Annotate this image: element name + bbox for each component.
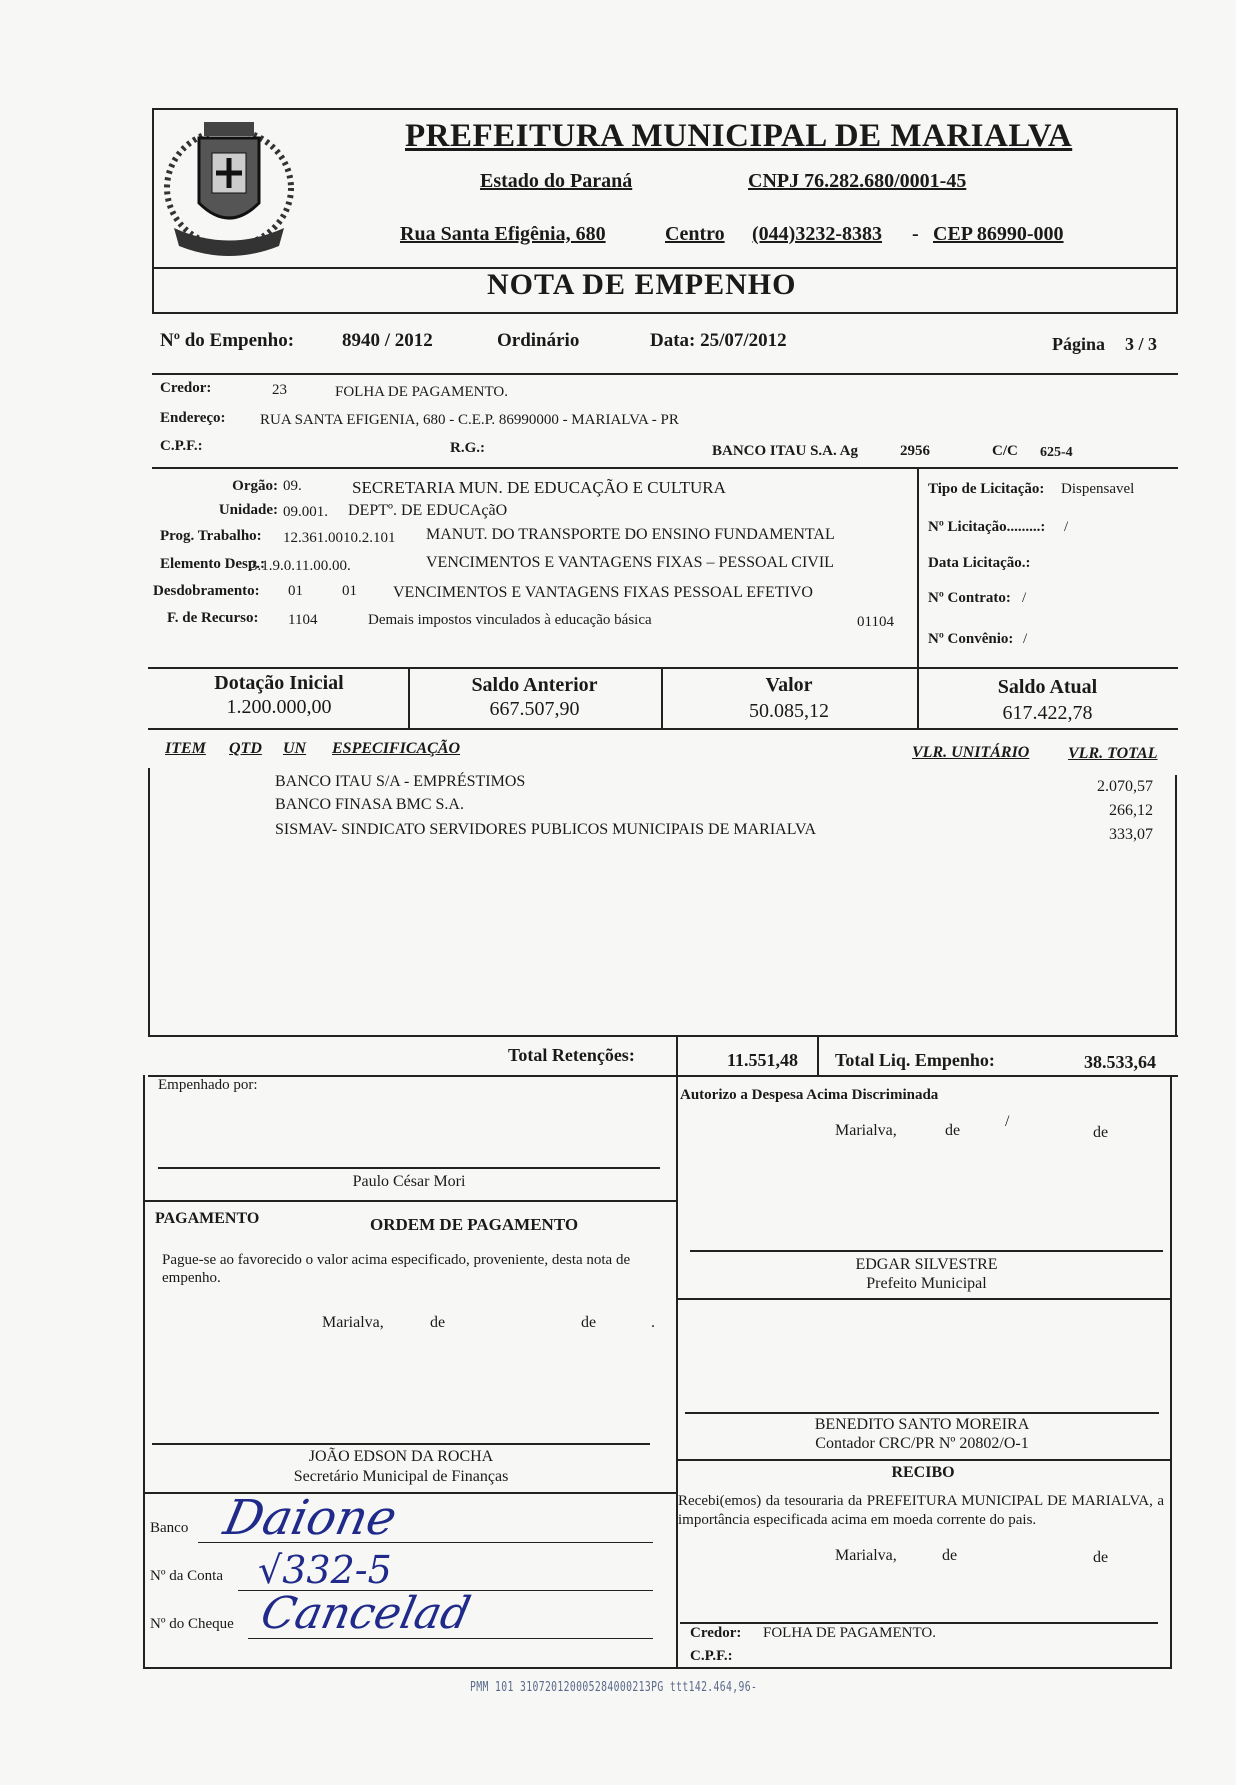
recurso-code: 1104: [288, 612, 318, 628]
banco-handwritten: Daione: [219, 1490, 402, 1546]
col-especificacao: ESPECIFICAÇÃO: [332, 740, 461, 757]
list-item: [275, 821, 816, 839]
pague-se-text: Pague-se ao favorecido o valor acima especificado, proveniente, desta nota de empenho.: [162, 1252, 631, 1286]
address-street: Rua Santa Efigênia, 680: [400, 223, 606, 245]
item-spec: BANCO FINASA BMC S.A.: [275, 796, 464, 813]
prefeito-signature-line: [690, 1250, 1163, 1252]
recibo-de-2: de: [1093, 1549, 1109, 1566]
recurso-name: Demais impostos vinculados à educação básica: [368, 612, 652, 628]
address-district: Centro: [665, 223, 725, 245]
item-spec: BANCO ITAU S/A - EMPRÉSTIMOS: [275, 773, 526, 790]
orgao-label: Orgão:: [232, 478, 278, 494]
prefeito-name: EDGAR SILVESTRE: [855, 1256, 998, 1273]
cc-value: 625-4: [1040, 445, 1073, 460]
page-label: Página: [1052, 334, 1106, 354]
cheque-label: Nº do Cheque: [150, 1616, 234, 1632]
elemento-code: 3.1.9.0.11.00.00.: [250, 558, 351, 574]
contrato-value: /: [1022, 590, 1027, 606]
total-retencoes-value: 11.551,48: [727, 1050, 799, 1070]
secretario-name: JOÃO EDSON DA ROCHA: [308, 1448, 494, 1465]
credor-code: 23: [272, 382, 287, 398]
elemento-name: VENCIMENTOS E VANTAGENS FIXAS – PESSOAL CIVIL: [426, 554, 834, 571]
unidade-name: DEPTº. DE EDUCAçãO: [348, 502, 508, 519]
bank-agency: 2956: [900, 443, 930, 459]
cc-label: C/C: [992, 443, 1018, 459]
tipo-licitacao-value: Dispensavel: [1061, 481, 1135, 497]
cep: CEP 86990-000: [933, 223, 1064, 245]
payment-dot: .: [651, 1314, 655, 1331]
credor-name: FOLHA DE PAGAMENTO.: [335, 384, 508, 400]
saldo-anterior-value: 667.507,90: [489, 698, 580, 720]
orgao-code: 09.: [283, 478, 302, 494]
cnpj: CNPJ 76.282.680/0001-45: [748, 170, 967, 192]
saldo-anterior-label: Saldo Anterior: [471, 674, 598, 696]
desdobramento-name: VENCIMENTOS E VANTAGENS FIXAS PESSOAL EFETIVO: [393, 584, 813, 601]
recurso-code-2: 01104: [857, 614, 894, 630]
recibo-title: RECIBO: [891, 1464, 955, 1481]
desdobramento-b: 01: [342, 583, 357, 599]
item-total: 2.070,57: [1097, 778, 1153, 795]
municipality-title: PREFEITURA MUNICIPAL DE MARIALVA: [405, 118, 1073, 154]
prefeito-title: Prefeito Municipal: [866, 1275, 987, 1292]
prog-label: Prog. Trabalho:: [160, 528, 262, 544]
numero-licitacao-value: /: [1064, 519, 1069, 535]
secretario-title: Secretário Municipal de Finanças: [293, 1468, 509, 1485]
recibo-text: Recebi(emos) da tesouraria da PREFEITURA MUNICIPAL DE MARIALVA, a importância especificada acima em moeda corrente do pais.: [678, 1493, 1164, 1528]
dotacao-label: Dotação Inicial: [214, 672, 344, 694]
address-dash: -: [912, 223, 919, 245]
ordem-pagamento-title: ORDEM DE PAGAMENTO: [370, 1215, 579, 1234]
prog-code: 12.361.0010.2.101: [283, 530, 396, 546]
contrato-label: Nº Contrato:: [928, 590, 1011, 606]
autorizo-de-1: de: [945, 1122, 961, 1139]
item-spec: SISMAV- SINDICATO SERVIDORES PUBLICOS MUNICIPAIS DE MARIALVA: [275, 821, 817, 838]
payment-de-1: de: [430, 1314, 446, 1331]
item-total: 266,12: [1109, 802, 1153, 819]
col-valor-unitario: VLR. UNITÁRIO: [912, 744, 1030, 761]
recibo-cpf-label: C.P.F.:: [690, 1648, 733, 1664]
saldo-atual-value: 617.422,78: [1002, 702, 1093, 724]
valor-label: Valor: [765, 674, 813, 696]
recurso-label: F. de Recurso:: [167, 610, 259, 626]
pagamento-label: PAGAMENTO: [155, 1210, 260, 1227]
page-number: 3 / 3: [1125, 334, 1158, 354]
payment-city: Marialva,: [322, 1314, 384, 1331]
recibo-signature-line: [680, 1622, 1158, 1624]
autorizo-city: Marialva,: [835, 1122, 897, 1139]
cpf-label: C.P.F.:: [160, 438, 203, 454]
numero-licitacao-label: Nº Licitação.........:: [928, 519, 1046, 535]
recibo-credor-value: FOLHA DE PAGAMENTO.: [763, 1625, 936, 1641]
dotacao-value: 1.200.000,00: [226, 696, 332, 718]
convenio-label: Nº Convênio:: [928, 631, 1014, 647]
saldo-atual-label: Saldo Atual: [997, 676, 1098, 698]
empenho-date: Data: 25/07/2012: [650, 330, 787, 351]
empenho-type: Ordinário: [497, 330, 580, 351]
credor-label: Credor:: [160, 380, 212, 396]
col-qtd: QTD: [229, 740, 262, 757]
recibo-city: Marialva,: [835, 1547, 897, 1564]
item-total: 333,07: [1109, 826, 1153, 843]
valor-value: 50.085,12: [749, 700, 829, 722]
secretario-signature-line: [152, 1443, 650, 1445]
data-licitacao-label: Data Licitação.:: [928, 555, 1031, 571]
bank-name: BANCO ITAU S.A. Ag: [712, 443, 858, 459]
prog-name: MANUT. DO TRANSPORTE DO ENSINO FUNDAMENTAL: [426, 526, 835, 543]
endereco-label: Endereço:: [160, 410, 226, 426]
autorizo-de-2: de: [1093, 1124, 1109, 1141]
empenhado-name: Paulo César Mori: [352, 1173, 466, 1190]
col-valor-total: VLR. TOTAL: [1068, 745, 1158, 762]
tipo-licitacao-label: Tipo de Licitação:: [928, 481, 1045, 497]
col-un: UN: [283, 740, 307, 757]
contador-name: BENEDITO SANTO MOREIRA: [814, 1416, 1030, 1433]
list-item: [275, 773, 525, 791]
endereco-value: RUA SANTA EFIGENIA, 680 - C.E.P. 86990000 - MARIALVA - PR: [260, 412, 679, 428]
state-name: Estado do Paraná: [480, 170, 633, 192]
list-item: [275, 796, 464, 814]
conta-handwritten: √332-5: [258, 1548, 392, 1592]
desdobramento-a: 01: [288, 583, 303, 599]
recibo-de-1: de: [942, 1547, 958, 1564]
total-liquido-label: Total Liq. Empenho:: [835, 1050, 995, 1070]
total-retencoes-label: Total Retenções:: [508, 1045, 635, 1065]
empenho-number-label: Nº do Empenho:: [160, 330, 295, 351]
recibo-credor-label: Credor:: [690, 1625, 742, 1641]
empenho-number: 8940 / 2012: [342, 330, 433, 351]
payment-de-2: de: [581, 1314, 597, 1331]
document-title: NOTA DE EMPENHO: [487, 268, 797, 301]
orgao-name: SECRETARIA MUN. DE EDUCAÇÃO E CULTURA: [352, 478, 726, 497]
unidade-label: Unidade:: [218, 502, 278, 518]
elemento-label: Elemento Desp.:: [160, 556, 265, 572]
contador-signature-line: [685, 1412, 1159, 1414]
empenhado-por-label: Empenhado por:: [158, 1077, 258, 1093]
conta-label: Nº da Conta: [150, 1568, 223, 1584]
cheque-handwritten: Cancelad: [256, 1588, 475, 1639]
desdobramento-label: Desdobramento:: [153, 583, 260, 599]
rg-label: R.G.:: [450, 440, 485, 456]
autorizo-slash: /: [1005, 1113, 1010, 1130]
contador-title: Contador CRC/PR Nº 20802/O-1: [815, 1435, 1029, 1452]
authentication-stamp: PMM 101 310720120005284000213PG ttt142.464,96-: [470, 1680, 758, 1695]
phone: (044)3232-8383: [752, 223, 882, 245]
banco-label: Banco: [150, 1520, 189, 1536]
total-liquido-value: 38.533,64: [1084, 1052, 1156, 1072]
unidade-code: 09.001.: [283, 504, 328, 520]
municipal-coat-of-arms-logo: [154, 108, 304, 266]
empenhado-signature-line: [158, 1167, 660, 1169]
autorizo-text: Autorizo a Despesa Acima Discriminada: [680, 1087, 939, 1103]
col-item: ITEM: [165, 740, 206, 757]
convenio-value: /: [1023, 631, 1028, 647]
